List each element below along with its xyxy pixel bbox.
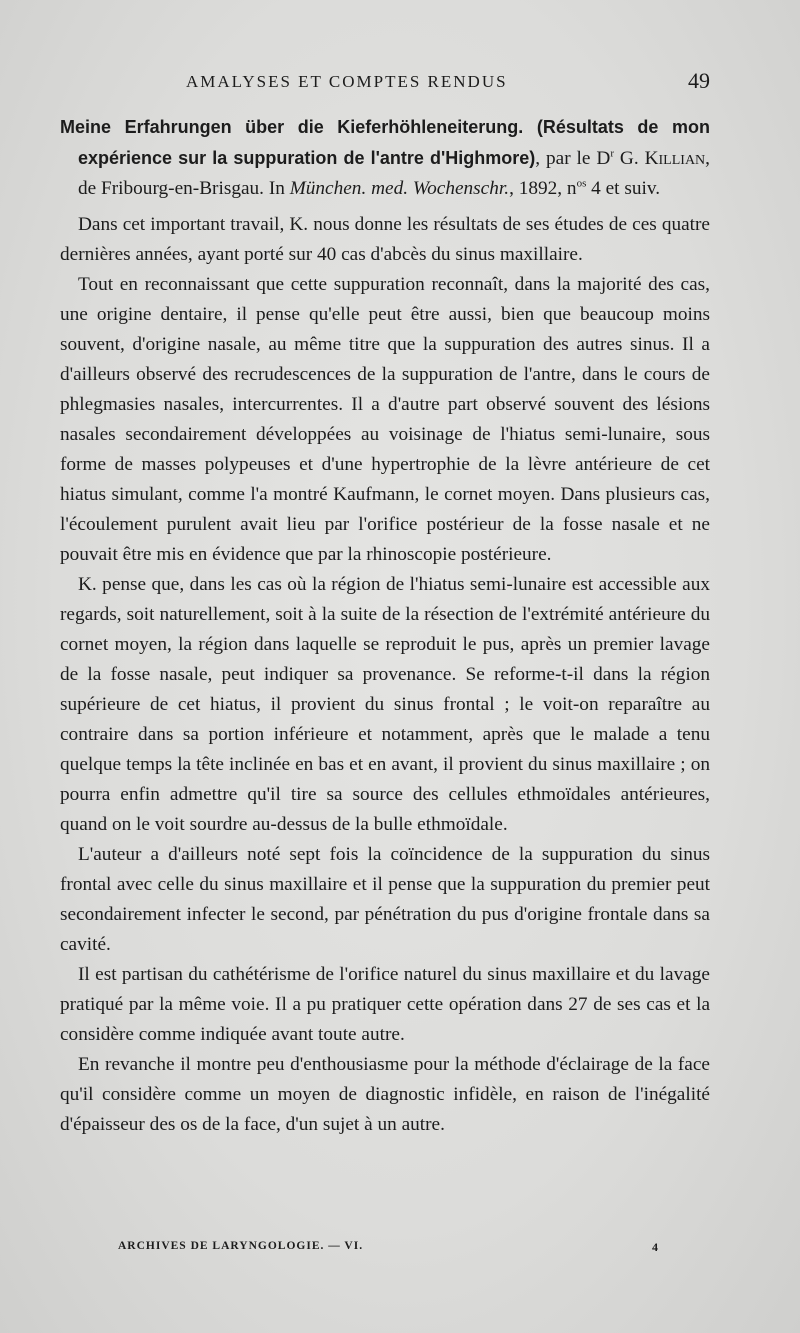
citation-tail: 4 et suiv. <box>586 178 661 199</box>
paragraph: Il est partisan du cathétérisme de l'orifice naturel du sinus maxillaire et du lavage pratiqué par la même voie. Il a pu pratiquer cette opération dans 27 de ses cas et la considère comme indiquée avant toute autre. <box>60 964 710 1045</box>
author-place: , de Fribourg-en-Brisgau. In <box>78 148 710 199</box>
citation-year: , 1892, n <box>509 178 577 199</box>
signature-mark: 4 <box>652 1240 658 1254</box>
author-name: Killian <box>644 148 706 169</box>
paragraph: En revanche il montre peu d'enthousiasme pour la méthode d'éclairage de la face qu'il considère comme un moyen de diagnostic infidèle, en raison de l'inégalité d'épaisseur des os de la face, d'un sujet à un autre. <box>60 1054 710 1135</box>
paragraph: L'auteur a d'ailleurs noté sept fois la coïncidence de la suppuration du sinus frontal avec celle du sinus maxillaire et il pense que la suppuration du premier peut secondairement infecter le second, par pénétration du pus d'origine frontale dans sa cavité. <box>60 844 710 955</box>
journal-name: München. med. Wochenschr. <box>289 178 510 199</box>
title-separator: , par le <box>535 148 597 169</box>
author-initial: G. <box>614 148 645 169</box>
article-citation <box>60 112 710 204</box>
citation-sup: os <box>576 177 587 190</box>
running-title: AMALYSES ET COMPTES RENDUS <box>186 72 508 91</box>
paragraph: Tout en reconnaissant que cette suppuration reconnaît, dans la majorité des cas, une origine dentaire, il pense qu'elle peut être aussi, bien que beaucoup moins souvent, d'origine nasale, au même titre que la suppuration des autres sinus. Il a d'ailleurs observé des recrudescences de la suppuration de l'antre, dans le cours de phlegmasies nasales, intercurrentes. Il a d'autre part observé souvent des lésions nasales secondairement développées au voisinage de l'hiatus semi-lunaire, sous forme de masses polypeuses et d'une hypertrophie de la lèvre antérieure de cet hiatus simulant, comme l'a montré Kaufmann, le cornet moyen. Dans plusieurs cas, l'écoulement purulent avait lieu par l'orifice postérieur de la fosse nasale et ne pouvait être mis en évidence que par la rhinoscopie postérieure. <box>60 274 710 565</box>
running-header <box>60 68 710 104</box>
author-prefix: D <box>596 148 611 169</box>
paragraph: K. pense que, dans les cas où la région de l'hiatus semi-lunaire est accessible aux regards, soit naturellement, soit à la suite de la résection de l'extrémité antérieure du cornet moyen, la région dans laquelle se reproduit le pus, après un premier lavage de la fosse nasale, peut indiquer sa provenance. Se reforme-t-il dans la région supérieure de cet hiatus, il provient du sinus frontal ; le voit-on reparaître au contraire dans sa portion inférieure et notamment, après que le malade a tenu quelque temps la tête inclinée en bas et en avant, il provient du sinus maxillaire ; on pourra enfin admettre qu'il tire sa source des cellules ethmoïdales antérieures, quand on le voit sourdre au-dessus de la bulle ethmoïdale. <box>60 574 710 835</box>
article-title: Meine Erfahrungen über die Kieferhöhleneiterung. (Résultats de mon expérience sur la suppuration de l'antre d'Highmore) <box>60 117 710 168</box>
article-body <box>60 112 710 1140</box>
footer-journal: ARCHIVES DE LARYNGOLOGIE. — VI. <box>118 1240 364 1252</box>
author-prefix-sup: r <box>610 147 614 160</box>
paragraph: Dans cet important travail, K. nous donne les résultats de ses études de ces quatre dernières années, ayant porté sur 40 cas d'abcès du sinus maxillaire. <box>60 214 710 265</box>
page-number: 49 <box>688 68 710 93</box>
page-footer <box>118 1240 658 1264</box>
